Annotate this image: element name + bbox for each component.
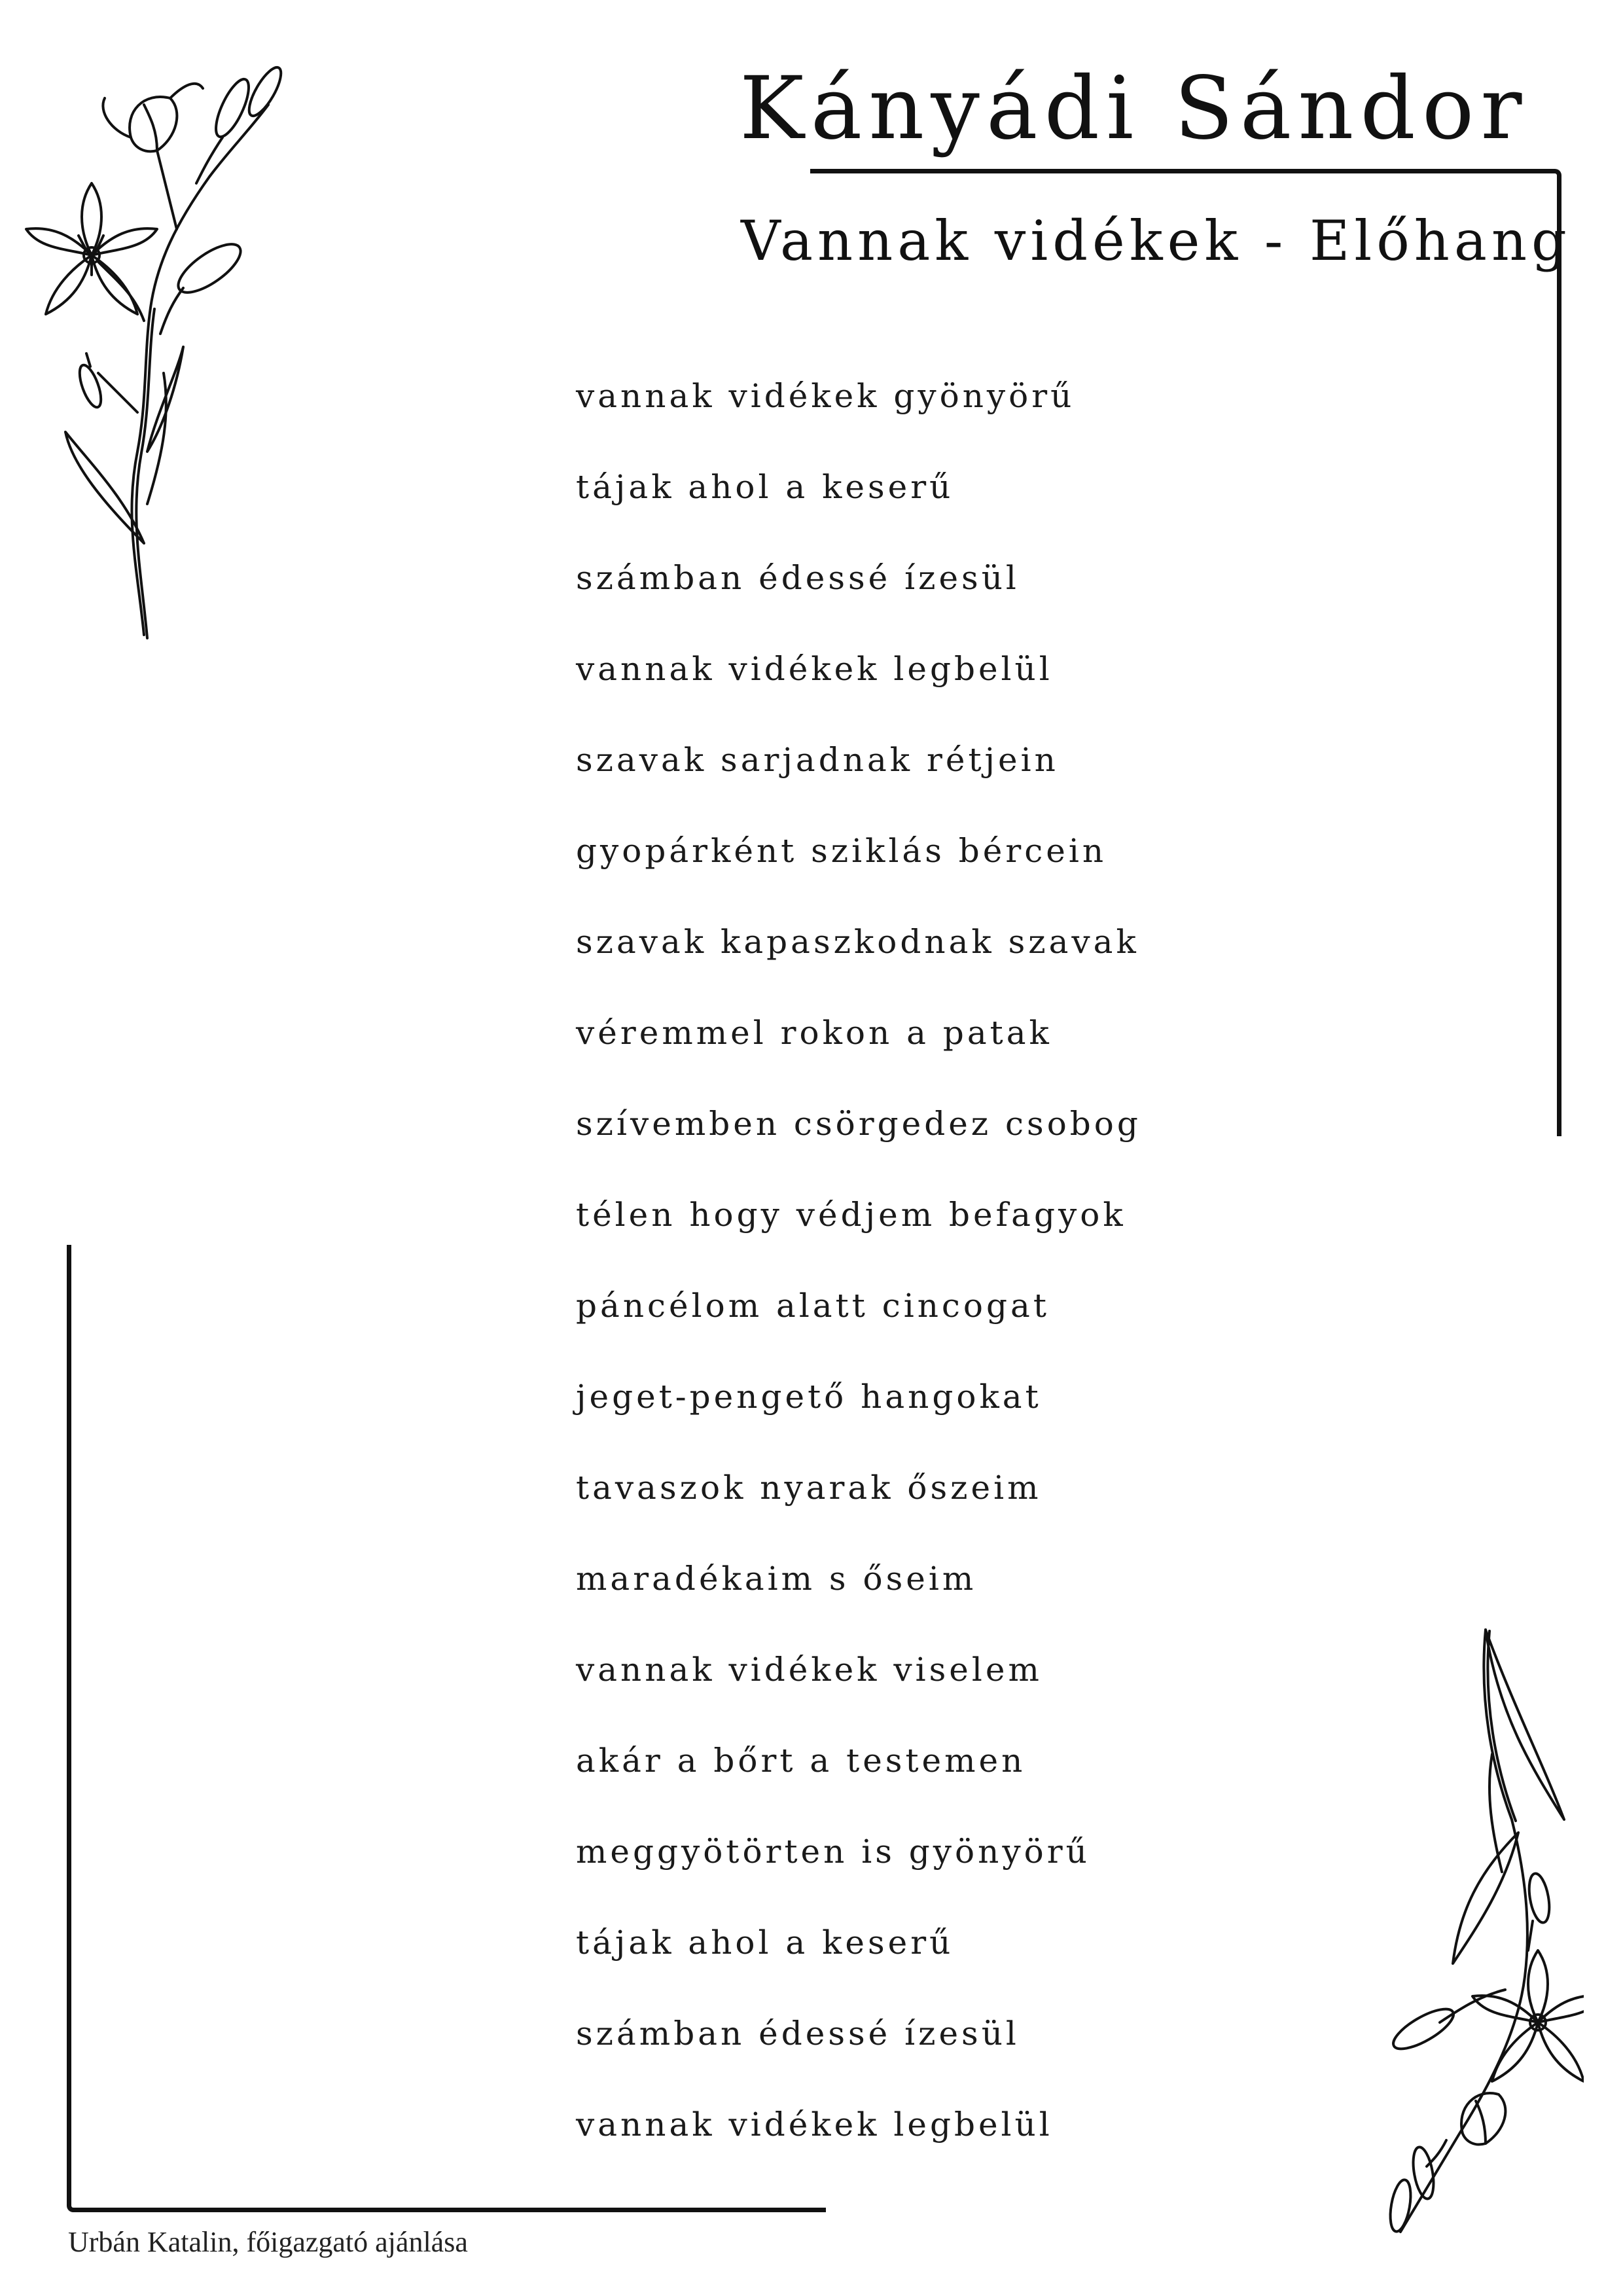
poem-line: szavak kapaszkodnak szavak: [576, 923, 1139, 961]
poem-line: számban édessé ízesül: [576, 559, 1020, 597]
poem-line: gyopárként sziklás bércein: [576, 832, 1107, 870]
poem-line: tájak ahol a keserű: [576, 468, 954, 506]
bottom-right-flower-icon: [1361, 1623, 1584, 2251]
poem-line: maradékaim s őseim: [576, 1560, 977, 1598]
poem-line: tavaszok nyarak őszeim: [576, 1469, 1042, 1507]
poem-line: számban édessé ízesül: [576, 2015, 1020, 2053]
poem-line: vannak vidékek viselem: [576, 1651, 1043, 1689]
top-left-flower-icon: [13, 46, 301, 661]
poem-line: szavak sarjadnak rétjein: [576, 741, 1059, 779]
poem-line: szívemben csörgedez csobog: [576, 1105, 1141, 1143]
poem-line: télen hogy védjem befagyok: [576, 1196, 1126, 1234]
poem-line: vannak vidékek legbelül: [576, 2106, 1053, 2144]
poem-line: meggyötörten is gyönyörű: [576, 1833, 1090, 1871]
poem-line: véremmel rokon a patak: [576, 1014, 1052, 1052]
author-name: Kányádi Sándor: [740, 58, 1529, 159]
poem-line: páncélom alatt cincogat: [576, 1287, 1050, 1325]
poem-title: Vannak vidékek - Előhang: [741, 209, 1571, 273]
poem-line: vannak vidékek gyönyörű: [576, 377, 1075, 415]
poem-line: vannak vidékek legbelül: [576, 650, 1053, 688]
poem-body: [576, 376, 1141, 2196]
poem-line: tájak ahol a keserű: [576, 1924, 954, 1962]
footer-credit: Urbán Katalin, főigazgató ajánlása: [68, 2226, 468, 2258]
poem-line: akár a bőrt a testemen: [576, 1742, 1026, 1780]
poem-line: jeget-pengető hangokat: [576, 1378, 1042, 1416]
